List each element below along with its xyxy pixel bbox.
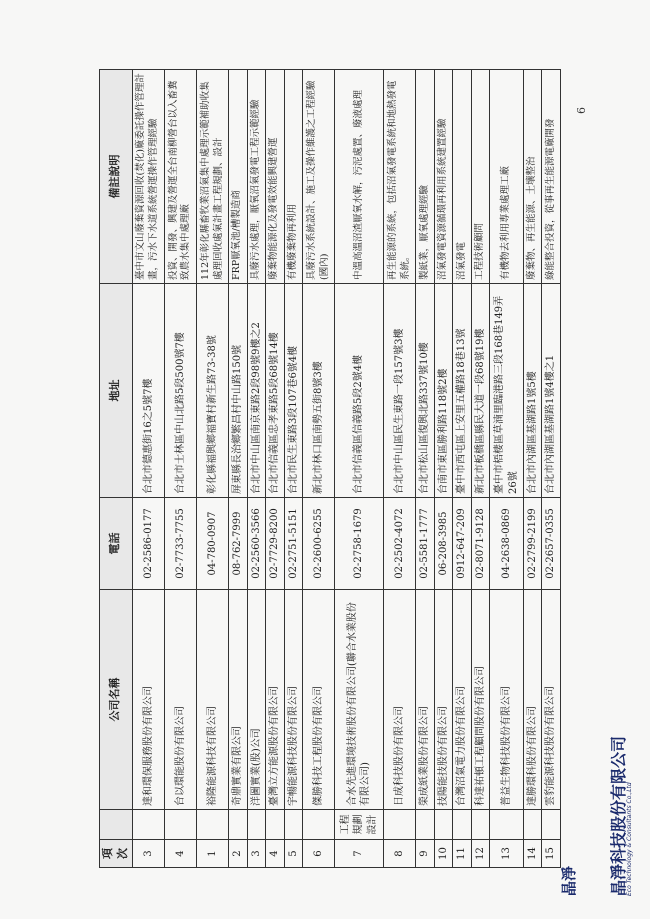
cell-category — [523, 810, 542, 840]
logo-company-name: 晶淨科技股份有限公司 — [609, 735, 628, 896]
table-row — [247, 70, 266, 868]
cell-no: 7 — [335, 840, 384, 868]
cell-phone: 02-2799-2199 — [523, 498, 542, 590]
company-table — [99, 69, 561, 868]
cell-address: 屏東縣長治鄉繁昌村中山路150號 — [229, 284, 248, 498]
cell-no: 4 — [164, 840, 196, 868]
cell-company-name: 宇暢能源科技股份有限公司 — [284, 590, 303, 810]
cell-no: 3 — [247, 840, 266, 868]
cell-phone: 02-2502-4072 — [384, 498, 416, 590]
page-number: 6 — [575, 107, 588, 114]
rotated-table-container — [99, 70, 561, 868]
table-row — [471, 70, 490, 868]
cell-category: 工程規劃設計 — [335, 810, 384, 840]
cell-category — [434, 810, 453, 840]
cell-phone: 02-8071-9128 — [471, 498, 490, 590]
cell-phone: 0912-647-209 — [453, 498, 472, 590]
cell-phone: 02-2751-5151 — [284, 498, 303, 590]
cell-note: 廢棄物、再生能源、土壤整治 — [523, 70, 542, 284]
cell-company-name: 達勝環科股份有限公司 — [523, 590, 542, 810]
cell-note: 沼氣發電 — [453, 70, 472, 284]
cell-phone: 02-7729-8200 — [266, 498, 285, 590]
cell-category — [247, 810, 266, 840]
cell-no: 15 — [542, 840, 561, 868]
table-header-row — [100, 70, 133, 868]
cell-category — [542, 810, 561, 840]
cell-note: 有機物去利用專業處理工廠 — [490, 70, 524, 284]
cell-no: 8 — [384, 840, 416, 868]
table-row — [164, 70, 196, 868]
cell-category — [490, 810, 524, 840]
cell-note: 有機廢棄物再利用 — [284, 70, 303, 284]
cell-no: 11 — [453, 840, 472, 868]
cell-category — [416, 810, 435, 840]
cell-phone: 02-5581-1777 — [416, 498, 435, 590]
cell-category — [132, 810, 164, 840]
table-row — [303, 70, 335, 868]
table-row — [335, 70, 384, 868]
cell-note: 具廢污水系統設計、施工及操作維護之工程經驗(國內) — [303, 70, 335, 284]
cell-company-name: 達和環保服務股份有限公司 — [132, 590, 164, 810]
cell-company-name: 臺灣立方能源股份有限公司 — [266, 590, 285, 810]
cell-phone: 02-7733-7755 — [164, 498, 196, 590]
cell-company-name: 台以環能股份有限公司 — [164, 590, 196, 810]
cell-company-name: 榮成紙業股份有限公司 — [416, 590, 435, 810]
cell-phone: 02-2758-1679 — [335, 498, 384, 590]
logo-english-name: Eco Technology & Consultants Co.,Ltd — [626, 782, 633, 896]
cell-company-name: 普益生物科技股份有限公司 — [490, 590, 524, 810]
header-category — [100, 810, 133, 840]
table-row — [453, 70, 472, 868]
cell-address: 台北市內湖區基湖路1號4樓之1 — [542, 284, 561, 498]
cell-phone: 02-2586-0177 — [132, 498, 164, 590]
cell-note: 廢棄物能源化及發電效能興建營運 — [266, 70, 285, 284]
cell-no: 1 — [196, 840, 228, 868]
table-row — [523, 70, 542, 868]
cell-phone: 02-2560-3566 — [247, 498, 266, 590]
header-phone: 電話 — [100, 498, 133, 590]
cell-phone: 08-762-7999 — [229, 498, 248, 590]
cell-phone: 06-208-3985 — [434, 498, 453, 590]
cell-phone: 02-2600-6255 — [303, 498, 335, 590]
cell-phone: 02-2657-0355 — [542, 498, 561, 590]
table-row — [284, 70, 303, 868]
cell-category — [303, 810, 335, 840]
cell-company-name: 台灣沼氣電力股份有限公司 — [453, 590, 472, 810]
table-row — [416, 70, 435, 868]
table-row — [196, 70, 228, 868]
cell-no: 9 — [416, 840, 435, 868]
table-row — [434, 70, 453, 868]
cell-note: 臺中市文山廢棄資源回收(焚化)廠委託操作管理計畫，污水下水道系統營運操作管理經驗 — [132, 70, 164, 284]
cell-note: 中溫高溫沼渣厭氧水解，污泥處置、廢液處理 — [335, 70, 384, 284]
cell-note: 再生能源的系統，包括沼氣發電系統和地熱發電系統。 — [384, 70, 416, 284]
cell-company-name: 雲豹能源科技股份有限公司 — [542, 590, 561, 810]
cell-note: 工程技術顧問 — [471, 70, 490, 284]
header-company-name: 公司名稱 — [100, 590, 133, 810]
cell-phone: 04-2638-0869 — [490, 498, 524, 590]
cell-company-name: 科達祐頓工程顧問股份有限公司 — [471, 590, 490, 810]
cell-address: 台南市東區勝利路118號2樓 — [434, 284, 453, 498]
table-row — [490, 70, 524, 868]
header-no: 項次 — [100, 840, 133, 868]
cell-company-name: 合水先進環境技術股份有限公司(聯合水業股份有限公司) — [335, 590, 384, 810]
cell-no: 3 — [132, 840, 164, 868]
cell-no: 13 — [490, 840, 524, 868]
cell-category — [453, 810, 472, 840]
table-row — [132, 70, 164, 868]
cell-no: 4 — [266, 840, 285, 868]
cell-address: 新北市林口區南勢五街8號3樓 — [303, 284, 335, 498]
cell-note: FRP厭氧池/槽製造商 — [229, 70, 248, 284]
table-row — [266, 70, 285, 868]
cell-address: 臺中市西屯區上安里五權路18巷13號 — [453, 284, 472, 498]
cell-category — [471, 810, 490, 840]
cell-note: 製紙業，厭氧處理經驗 — [416, 70, 435, 284]
cell-category — [284, 810, 303, 840]
cell-no: 14 — [523, 840, 542, 868]
cell-category — [196, 810, 228, 840]
table-row — [229, 70, 248, 868]
cell-address: 台北市民生東路3段107巷6號4樓 — [284, 284, 303, 498]
cell-company-name: 日成科技股份有限公司 — [384, 590, 416, 810]
cell-note: 綠能整合投資，從事再生能源電廠開發 — [542, 70, 561, 284]
cell-no: 6 — [303, 840, 335, 868]
cell-company-name: 技陽能技股份有限公司 — [434, 590, 453, 810]
cell-note: 具廢污水處理，厭氧沼氣發電工程示範經驗 — [247, 70, 266, 284]
logo-mark: 晶淨 — [560, 865, 578, 896]
cell-phone: 04-780-0907 — [196, 498, 228, 590]
cell-category — [229, 810, 248, 840]
cell-address: 台北市信義區信義路5段2號4樓 — [335, 284, 384, 498]
table-body — [132, 70, 560, 868]
cell-address: 台北市信義區忠孝東路5段68號14樓 — [266, 284, 285, 498]
cell-company-name: 傑勝科技工程股份有限公司 — [303, 590, 335, 810]
cell-address: 台北市士林區中山北路5段500號7樓 — [164, 284, 196, 498]
cell-address: 新北市板橋區縣民大道一段68號19樓 — [471, 284, 490, 498]
header-address: 地址 — [100, 284, 133, 498]
cell-category — [266, 810, 285, 840]
cell-category — [384, 810, 416, 840]
cell-address: 臺中市梧棲區草湳里臨港路三段168巷149弄26號 — [490, 284, 524, 498]
table-row — [542, 70, 561, 868]
cell-address: 台北市中山區民生東路一段157號3樓 — [384, 284, 416, 498]
cell-address: 台北市德惠街16之5號7樓 — [132, 284, 164, 498]
cell-note: 沼氣發電資源循環再利用系統建置經驗 — [434, 70, 453, 284]
header-note: 備註說明 — [100, 70, 133, 284]
cell-address: 彰化縣福興鄉福寶村新生路73-38號 — [196, 284, 228, 498]
cell-no: 5 — [284, 840, 303, 868]
cell-no: 10 — [434, 840, 453, 868]
cell-note: 112年彰化縣畜牧業沼氣集中處理示範補助收集處理回收處氣計畫工程規劃、設計 — [196, 70, 228, 284]
cell-category — [164, 810, 196, 840]
cell-company-name: 裕隆能源科技有限公司 — [196, 590, 228, 810]
table-row — [384, 70, 416, 868]
cell-company-name: 奇鼎實業有限公司 — [229, 590, 248, 810]
cell-company-name: 洋圖實業(股)公司 — [247, 590, 266, 810]
cell-address: 台北市中山區南京東路2段98號9樓之2 — [247, 284, 266, 498]
cell-note: 投資、開發、興建及營運全台南柳營台以入畜糞致農水集中處理廠 — [164, 70, 196, 284]
cell-address: 台北市內湖區基湖路1號5樓 — [523, 284, 542, 498]
cell-no: 2 — [229, 840, 248, 868]
cell-no: 12 — [471, 840, 490, 868]
cell-address: 台北市松山區復興北路337號10樓 — [416, 284, 435, 498]
